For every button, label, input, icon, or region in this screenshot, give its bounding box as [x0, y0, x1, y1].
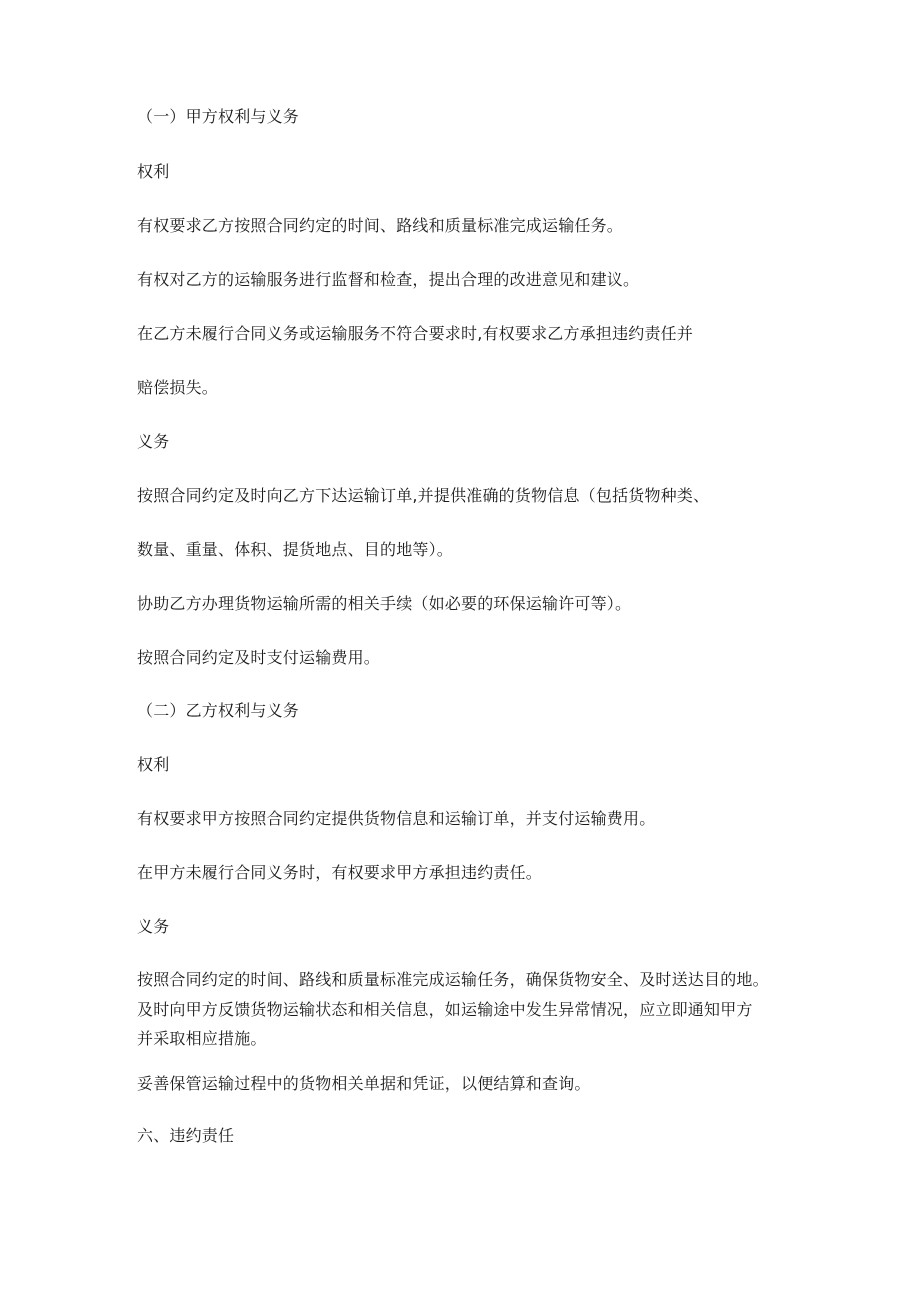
paragraph-line: 按照合同约定及时向乙方下达运输订单,并提供准确的货物信息（包括货物种类、	[137, 486, 710, 505]
paragraph-line: 在甲方未履行合同义务时，有权要求甲方承担违约责任。	[137, 863, 543, 882]
rights-label-party-b: 权利	[137, 755, 170, 774]
section-heading-six: 六、违约责任	[137, 1126, 235, 1145]
section-heading-party-a: （一）甲方权利与义务	[137, 107, 300, 126]
paragraph-line: 并采取相应措施。	[137, 1029, 267, 1048]
paragraph-line: 协助乙方办理货物运输所需的相关手续（如必要的环保运输许可等）。	[137, 594, 632, 613]
paragraph-line: 数量、重量、体积、提货地点、目的地等）。	[137, 540, 454, 559]
rights-label-party-a: 权利	[137, 162, 170, 181]
obligations-label-party-a: 义务	[137, 432, 170, 451]
obligations-label-party-b: 义务	[137, 917, 170, 936]
paragraph-line: 妥善保管运输过程中的货物相关单据和凭证，以便结算和查询。	[137, 1074, 591, 1093]
paragraph-line: 有权要求甲方按照合同约定提供货物信息和运输订单，并支付运输费用。	[137, 809, 656, 828]
paragraph-line: 有权要求乙方按照合同约定的时间、路线和质量标准完成运输任务。	[137, 216, 624, 235]
paragraph-line: 赔偿损失。	[137, 378, 219, 397]
paragraph-line: 在乙方未履行合同义务或运输服务不符合要求时,有权要求乙方承担违约责任并	[137, 324, 694, 343]
paragraph-line: 按照合同约定及时支付运输费用。	[137, 648, 381, 667]
section-heading-party-b: （二）乙方权利与义务	[137, 701, 300, 720]
paragraph-line: 有权对乙方的运输服务进行监督和检查，提出合理的改进意见和建议。	[137, 270, 640, 289]
paragraph-line: 按照合同约定的时间、路线和质量标准完成运输任务，确保货物安全、及时送达目的地。	[137, 970, 769, 989]
paragraph-line: 及时向甲方反馈货物运输状态和相关信息，如运输途中发生异常情况，应立即通知甲方	[137, 1000, 753, 1019]
